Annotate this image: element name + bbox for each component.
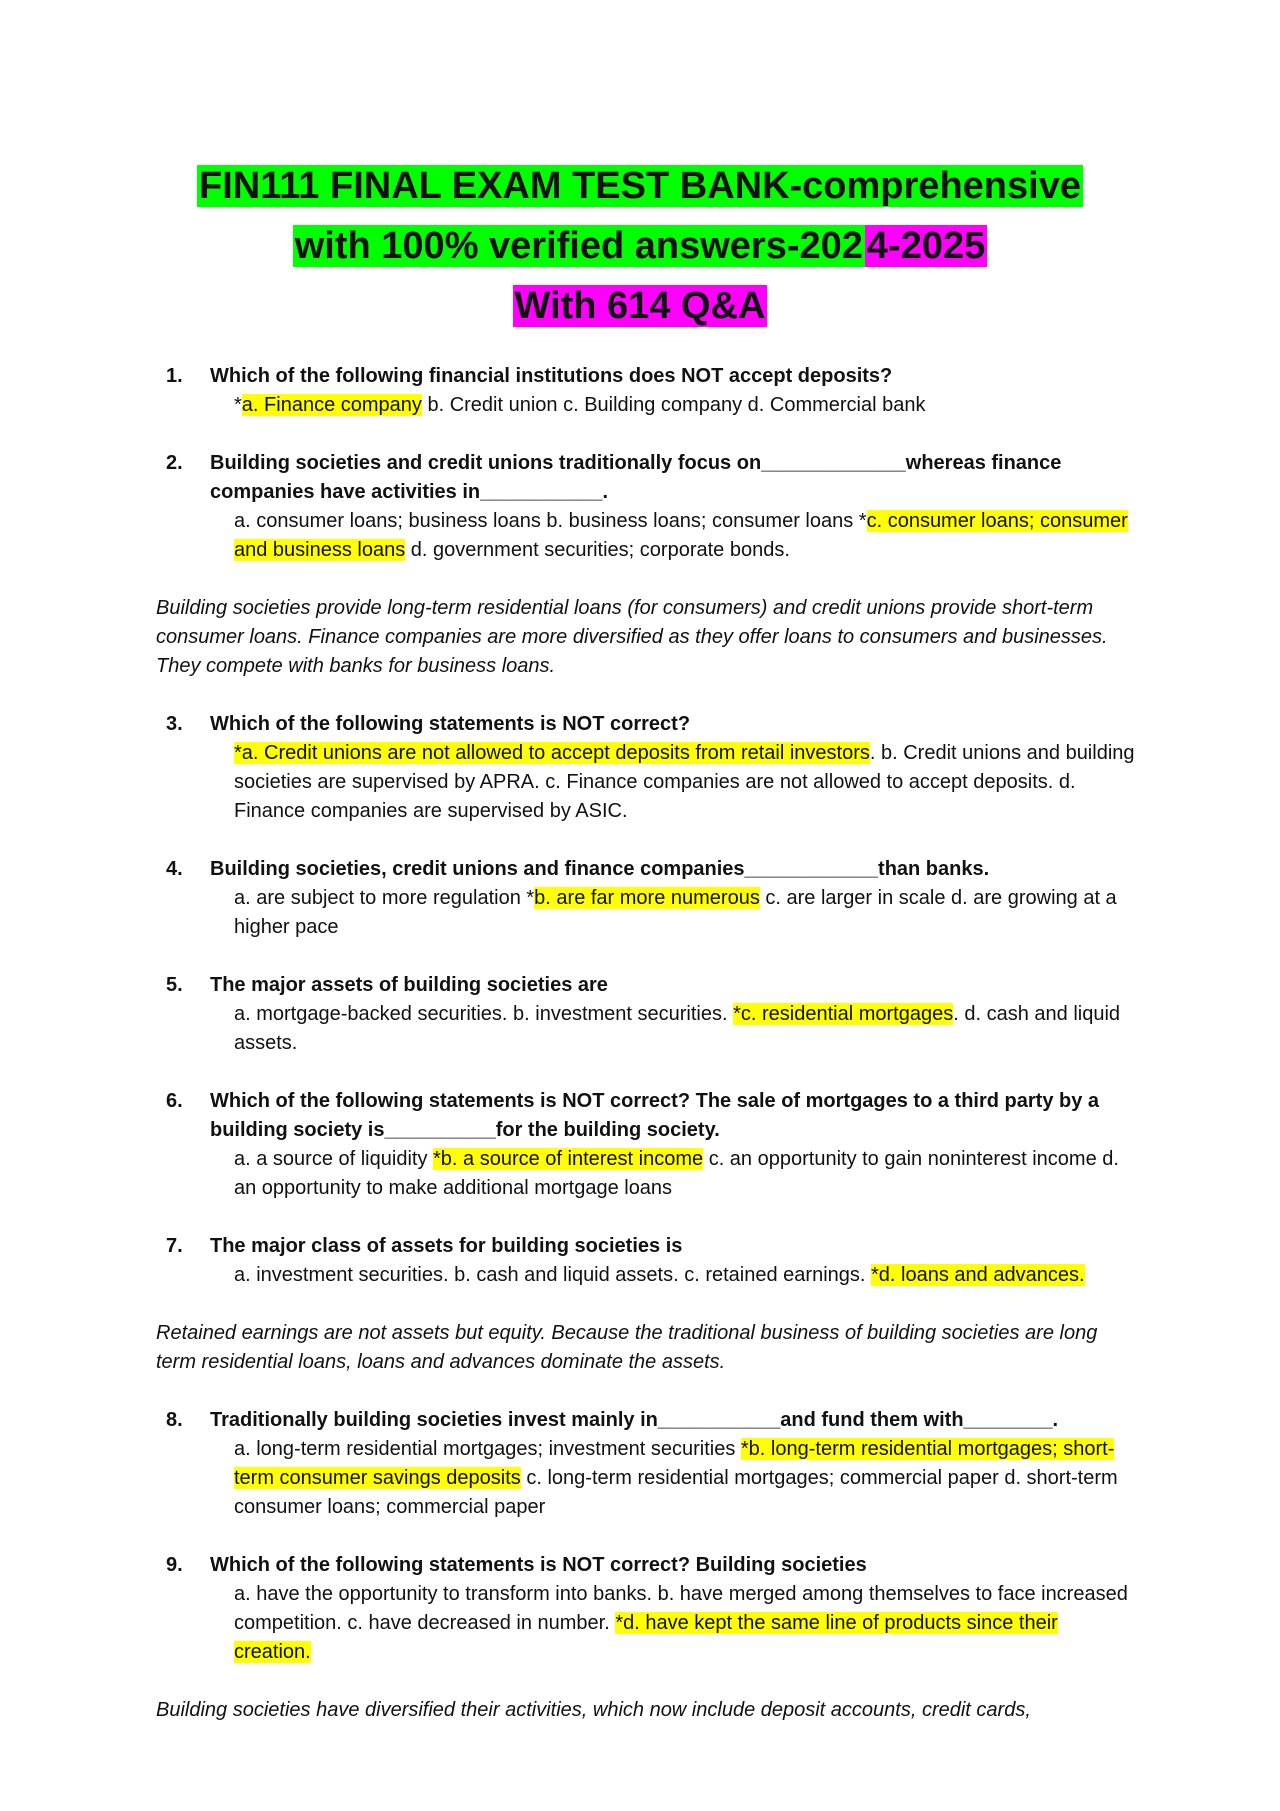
question-text: The major assets of building societies are: [210, 974, 608, 996]
question-number: 4.: [166, 858, 183, 880]
correct-answer: *c. residential mortgages: [733, 1003, 954, 1025]
question-text: Which of the following statements is NOT correct? The sale of mortgages to a third party by a building society is__________for the building society.: [210, 1090, 1100, 1141]
question-number: 3.: [166, 713, 183, 735]
question-list: [156, 362, 1136, 1725]
question-number: 7.: [166, 1235, 183, 1257]
question-text: Which of the following financial institutions does NOT accept deposits?: [210, 365, 893, 387]
question-number: 6.: [166, 1090, 183, 1112]
question-number: 5.: [166, 974, 183, 996]
answer-options: a. have the opportunity to transform into banks. b. have merged among themselves to face increased competition. c. have decreased in number. *d. have kept the same line of products since their creation.: [234, 1583, 1128, 1663]
explanation-note: Building societies have diversified their activities, which now include deposit accounts, credit cards,: [156, 1699, 1031, 1721]
question-4: [166, 855, 1136, 942]
question-9: [166, 1551, 1136, 1667]
title-line-3: With 614 Q&A: [514, 285, 766, 327]
question-text: Building societies, credit unions and finance companies____________than banks.: [210, 858, 990, 880]
question-2: [166, 449, 1136, 565]
correct-answer: *d. loans and advances.: [871, 1264, 1085, 1286]
question-text: Traditionally building societies invest mainly in___________and fund them with________.: [210, 1409, 1059, 1431]
question-number: 9.: [166, 1554, 183, 1576]
answer-options: a. investment securities. b. cash and liquid assets. c. retained earnings. *d. loans and advances.: [234, 1264, 1085, 1286]
explanation-note: Building societies provide long-term residential loans (for consumers) and credit unions provide short-term consumer loans. Finance companies are more diversified as they offer loans to consumers and businesses. They compete with banks for business loans.: [156, 597, 1108, 677]
answer-options: a. a source of liquidity *b. a source of interest income c. an opportunity to gain noninterest income d. an opportunity to make additional mortgage loans: [234, 1148, 1119, 1199]
answer-options: a. long-term residential mortgages; investment securities *b. long-term residential mortgages; short-term consumer savings deposits c. long-term residential mortgages; commercial paper d. short-term consumer loans; commercial paper: [234, 1438, 1118, 1518]
correct-answer: a. Finance company: [241, 394, 422, 416]
document-title: [0, 156, 1280, 336]
answer-options: *a. Credit unions are not allowed to accept deposits from retail investors. b. Credit unions and building societies are supervised by APRA. c. Finance companies are not allowed to accept deposits. d. Finance companies are supervised by ASIC.: [234, 742, 1135, 822]
explanation-note: Retained earnings are not assets but equity. Because the traditional business of building societies are long term residential loans, loans and advances dominate the assets.: [156, 1322, 1098, 1373]
question-1: [166, 362, 1136, 420]
question-text: Which of the following statements is NOT correct? Building societies: [210, 1554, 867, 1576]
correct-answer: c. consumer loans; consumer and business loans: [234, 510, 1128, 561]
answer-options: a. consumer loans; business loans b. business loans; consumer loans *c. consumer loans; consumer and business loans d. government securities; corporate bonds.: [234, 510, 1128, 561]
correct-answer: *a. Credit unions are not allowed to accept deposits from retail investors: [234, 742, 870, 764]
question-number: 2.: [166, 452, 183, 474]
title-line-2a: with 100% verified answers-202: [294, 225, 863, 267]
correct-answer: *d. have kept the same line of products since their creation.: [234, 1612, 1058, 1663]
answer-options: a. mortgage-backed securities. b. investment securities. *c. residential mortgages. d. cash and liquid assets.: [234, 1003, 1121, 1054]
question-7: [166, 1232, 1136, 1290]
question-number: 1.: [166, 365, 183, 387]
question-text: The major class of assets for building societies is: [210, 1235, 683, 1257]
question-8: [166, 1406, 1136, 1522]
question-number: 8.: [166, 1409, 183, 1431]
question-6: [166, 1087, 1136, 1203]
answer-options: *a. Finance company b. Credit union c. Building company d. Commercial bank: [234, 394, 926, 416]
question-text: Building societies and credit unions traditionally focus on_____________whereas finance companies have activities in___________.: [210, 452, 1062, 503]
question-text: Which of the following statements is NOT correct?: [210, 713, 691, 735]
correct-answer: b. are far more numerous: [534, 887, 760, 909]
correct-answer: *b. long-term residential mortgages; short-term consumer savings deposits: [234, 1438, 1115, 1489]
title-line-2b: 4-2025: [866, 225, 986, 267]
title-line-1: FIN111 FINAL EXAM TEST BANK-comprehensive: [199, 165, 1081, 207]
answer-options: a. are subject to more regulation *b. are far more numerous c. are larger in scale d. are growing at a higher pace: [234, 887, 1117, 938]
question-5: [166, 971, 1136, 1058]
question-3: [166, 710, 1136, 826]
correct-answer: *b. a source of interest income: [433, 1148, 704, 1170]
